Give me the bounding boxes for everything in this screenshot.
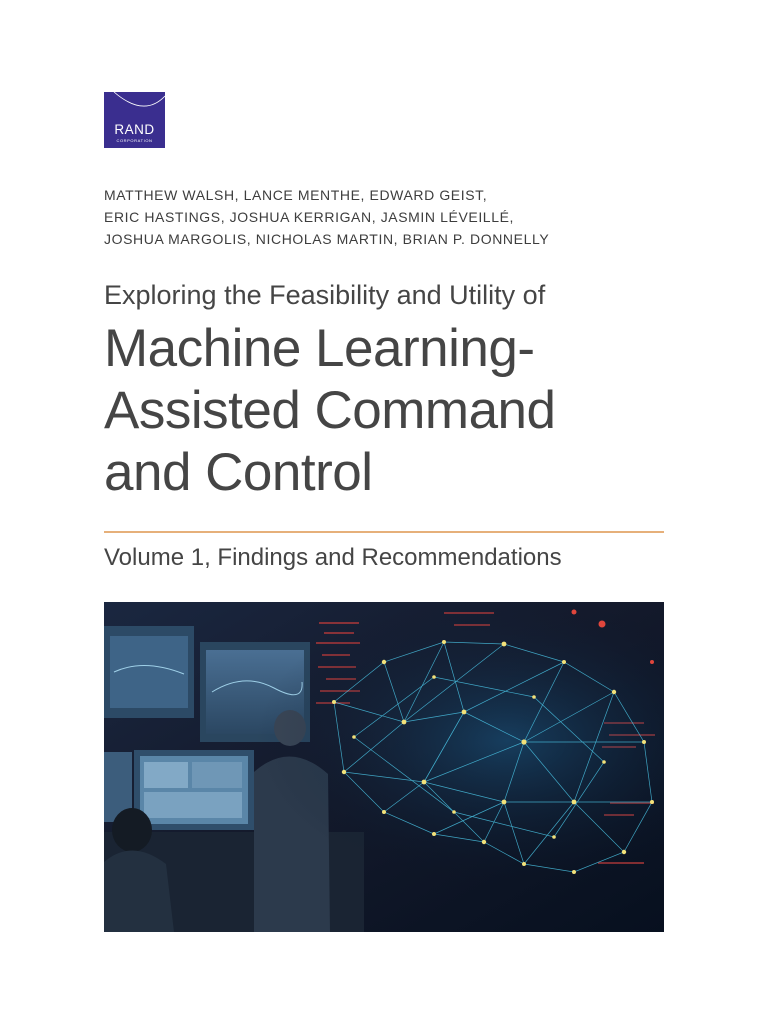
volume-subtitle: Volume 1, Findings and Recommendations	[104, 544, 562, 571]
cover-image	[104, 602, 664, 932]
author-line: MATTHEW WALSH, LANCE MENTHE, EDWARD GEIST,	[104, 187, 488, 203]
main-title	[104, 318, 556, 504]
command-center-neural-network-image	[104, 602, 664, 932]
rand-logo	[104, 92, 165, 148]
title-line: and Control	[104, 443, 373, 502]
pretitle: Exploring the Feasibility and Utility of	[104, 280, 546, 310]
logo-wordmark: RAND	[114, 122, 155, 137]
author-line: JOSHUA MARGOLIS, NICHOLAS MARTIN, BRIAN P. DONNELLY	[104, 231, 550, 247]
author-list	[104, 184, 704, 250]
title-divider	[104, 531, 664, 533]
logo-subtext: CORPORATION	[116, 138, 153, 143]
title-line: Machine Learning-	[104, 319, 535, 378]
author-line: ERIC HASTINGS, JOSHUA KERRIGAN, JASMIN LÉVEILLÉ,	[104, 209, 515, 225]
title-line: Assisted Command	[104, 381, 556, 440]
